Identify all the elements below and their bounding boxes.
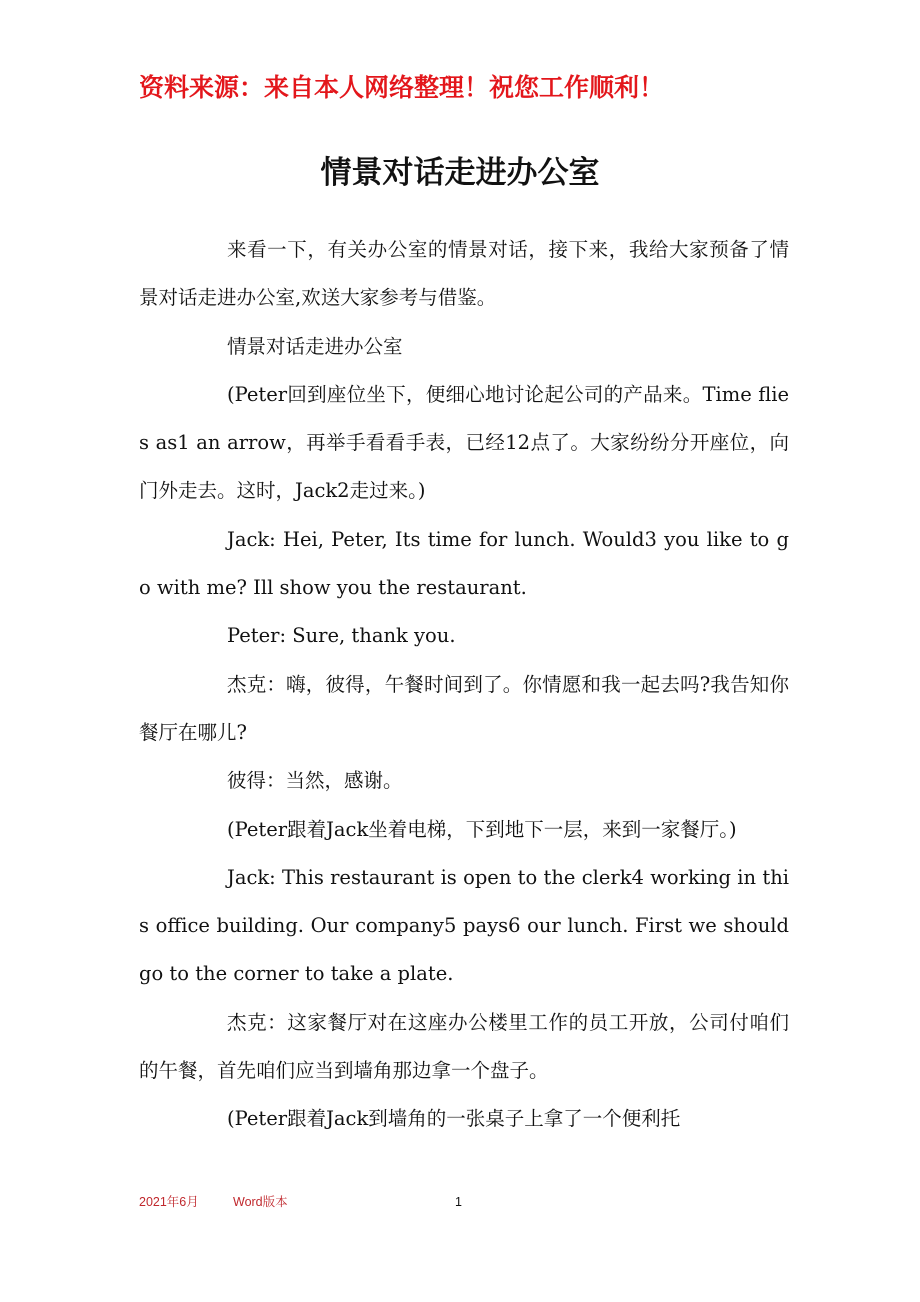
- footer-date: 2021年6月: [139, 1195, 199, 1209]
- paragraph-intro: 来看一下，有关办公室的情景对话，接下来，我给大家预备了情景对话走进办公室,欢送大家参考与借鉴。: [139, 238, 789, 310]
- footer-version: Word版本: [233, 1195, 288, 1209]
- paragraph-jack-chinese-2: 杰克：这家餐厅对在这座办公楼里工作的员工开放，公司付咱们的午餐，首先咱们应当到墙角那边拿一个盘子。: [139, 1010, 789, 1083]
- page-footer: [139, 1190, 799, 1214]
- paragraph-jack-english-1: Jack: Hei, Peter, Its time for lunch. Would3 you like to go with me? Ill show you the restaurant.: [139, 527, 789, 600]
- paragraph-scene-1: (Peter回到座位坐下，便细心地讨论起公司的产品来。Time flies as1 an arrow，再举手看看手表，已经12点了。大家纷纷分开座位，向门外走去。这时，Jack2走过来。): [139, 382, 789, 503]
- paragraph-jack-english-2: Jack: This restaurant is open to the clerk4 working in this office building. Our company5 pays6 our lunch. First we should go to the corner to take a plate.: [139, 865, 789, 986]
- source-banner: 资料来源：来自本人网络整理！祝您工作顺利！: [139, 73, 665, 102]
- paragraph-subtitle: 情景对话走进办公室: [227, 334, 403, 358]
- paragraph-scene-3: (Peter跟着Jack到墙角的一张桌子上拿了一个便利托: [227, 1107, 681, 1131]
- paragraph-jack-chinese-1: 杰克：嗨，彼得，午餐时间到了。你情愿和我一起去吗?我告知你餐厅在哪儿?: [139, 672, 789, 744]
- document-title: 情景对话走进办公室: [320, 155, 600, 191]
- page-number: 1: [455, 1195, 462, 1209]
- paragraph-peter-english-1: Peter: Sure, thank you.: [227, 624, 456, 648]
- paragraph-scene-2: (Peter跟着Jack坐着电梯，下到地下一层，来到一家餐厅。): [227, 817, 737, 841]
- document-body: [139, 226, 789, 1144]
- paragraph-peter-chinese-1: 彼得：当然，感谢。: [227, 769, 403, 793]
